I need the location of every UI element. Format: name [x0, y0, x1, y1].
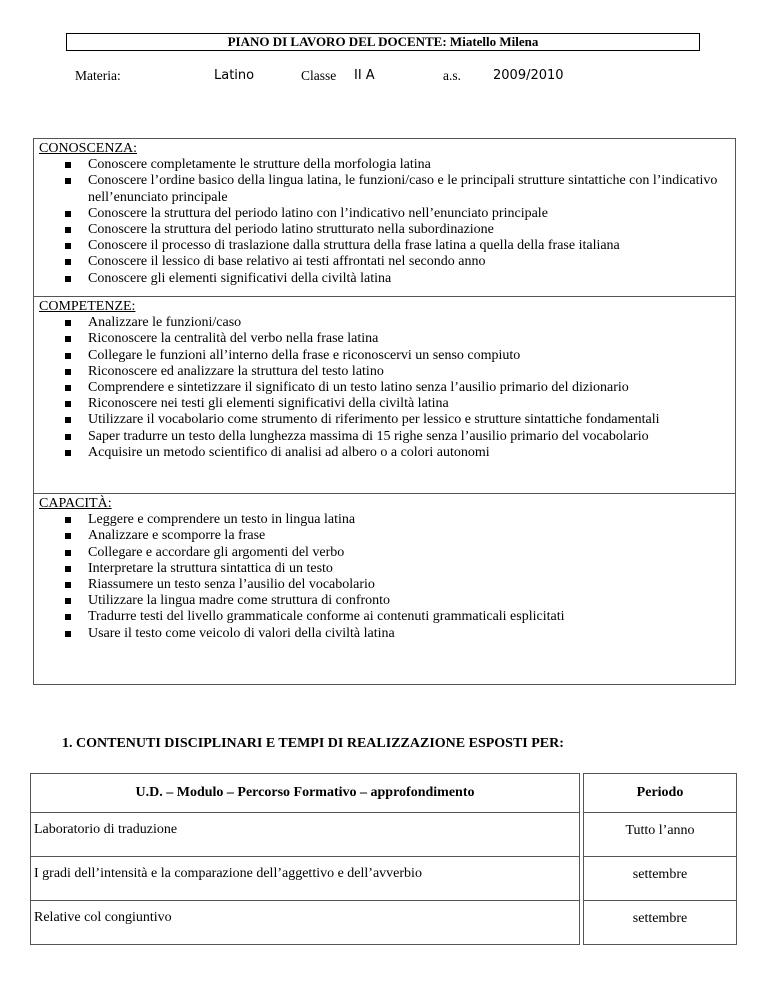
anno-scolastico-label: a.s.: [443, 68, 461, 83]
list-item: Analizzare e scomporre la frase: [39, 528, 729, 544]
list-item: Conoscere la struttura del periodo latino con l’indicativo nell’enunciato principale: [39, 206, 729, 222]
contenuti-heading: 1. CONTENUTI DISCIPLINARI E TEMPI DI REALIZZAZIONE ESPOSTI PER:: [62, 736, 564, 751]
list-item: Interpretare la struttura sintattica di un testo: [39, 561, 729, 577]
list-item: Conoscere l’ordine basico della lingua latina, le funzioni/caso e le principali strutture sintattiche con l’indicativo nell’enunciato principale: [39, 173, 729, 205]
list-item: Saper tradurre un testo della lunghezza massima di 15 righe senza l’ausilio primario del vocabolario: [39, 429, 729, 445]
table-cell-modulo: I gradi dell’intensità e la comparazione dell’aggettivo e dell’avverbio: [31, 857, 580, 901]
column-header-periodo: Periodo: [584, 774, 737, 813]
section-title: COMPETENZE:: [39, 299, 136, 314]
list-item: Tradurre testi del livello grammaticale conforme ai contenuti grammaticali esplicitati: [39, 609, 729, 625]
section-conoscenza: [33, 138, 736, 297]
list-item: Utilizzare la lingua madre come struttura di confronto: [39, 593, 729, 609]
section-capacita: [33, 494, 736, 685]
list-item: Riassumere un testo senza l’ausilio del vocabolario: [39, 577, 729, 593]
bullet-list: [39, 157, 729, 287]
materia-label: Materia:: [75, 68, 121, 83]
list-item: Acquisire un metodo scientifico di analisi ad albero o a colori autonomi: [39, 445, 729, 461]
section-title: CAPACITÀ:: [39, 496, 112, 511]
list-item: Analizzare le funzioni/caso: [39, 315, 729, 331]
section-title: CONOSCENZA:: [39, 141, 138, 156]
list-item: Collegare le funzioni all’interno della frase e riconoscervi un senso compiuto: [39, 348, 729, 364]
list-item: Conoscere il processo di traslazione dalla struttura della frase latina a quella della frase italiana: [39, 238, 729, 254]
list-item: Conoscere il lessico di base relativo ai testi affrontati nel secondo anno: [39, 254, 729, 270]
table-cell-periodo: settembre: [584, 901, 737, 945]
list-item: Conoscere la struttura del periodo latino strutturato nella subordinazione: [39, 222, 729, 238]
classe-value: II A: [354, 68, 375, 83]
schedule-table: [30, 773, 737, 945]
list-item: Conoscere completamente le strutture della morfologia latina: [39, 157, 729, 173]
bullet-list: [39, 315, 729, 461]
list-item: Utilizzare il vocabolario come strumento di riferimento per lessico e strutture sintattiche fondamentali: [39, 412, 729, 428]
bullet-list: [39, 512, 729, 642]
table-row: [31, 813, 737, 857]
table-row: [31, 901, 737, 945]
table-cell-periodo: Tutto l’anno: [584, 813, 737, 857]
column-header-modulo: U.D. – Modulo – Percorso Formativo – approfondimento: [31, 774, 580, 813]
list-item: Collegare e accordare gli argomenti del verbo: [39, 545, 729, 561]
materia-value: Latino: [214, 68, 255, 83]
table-header-row: [31, 774, 737, 813]
document-title: PIANO DI LAVORO DEL DOCENTE: Miatello Milena: [66, 33, 700, 51]
table-cell-modulo: Relative col congiuntivo: [31, 901, 580, 945]
list-item: Conoscere gli elementi significativi della civiltà latina: [39, 271, 729, 287]
section-competenze: [33, 297, 736, 494]
anno-scolastico-value: 2009/2010: [493, 68, 564, 83]
classe-label: Classe: [301, 68, 337, 83]
list-item: Riconoscere nei testi gli elementi significativi della civiltà latina: [39, 396, 729, 412]
list-item: Usare il testo come veicolo di valori della civiltà latina: [39, 626, 729, 642]
list-item: Leggere e comprendere un testo in lingua latina: [39, 512, 729, 528]
table-cell-modulo: Laboratorio di traduzione: [31, 813, 580, 857]
table-cell-periodo: settembre: [584, 857, 737, 901]
table-row: [31, 857, 737, 901]
list-item: Riconoscere ed analizzare la struttura del testo latino: [39, 364, 729, 380]
list-item: Comprendere e sintetizzare il significato di un testo latino senza l’ausilio primario del dizionario: [39, 380, 729, 396]
list-item: Riconoscere la centralità del verbo nella frase latina: [39, 331, 729, 347]
